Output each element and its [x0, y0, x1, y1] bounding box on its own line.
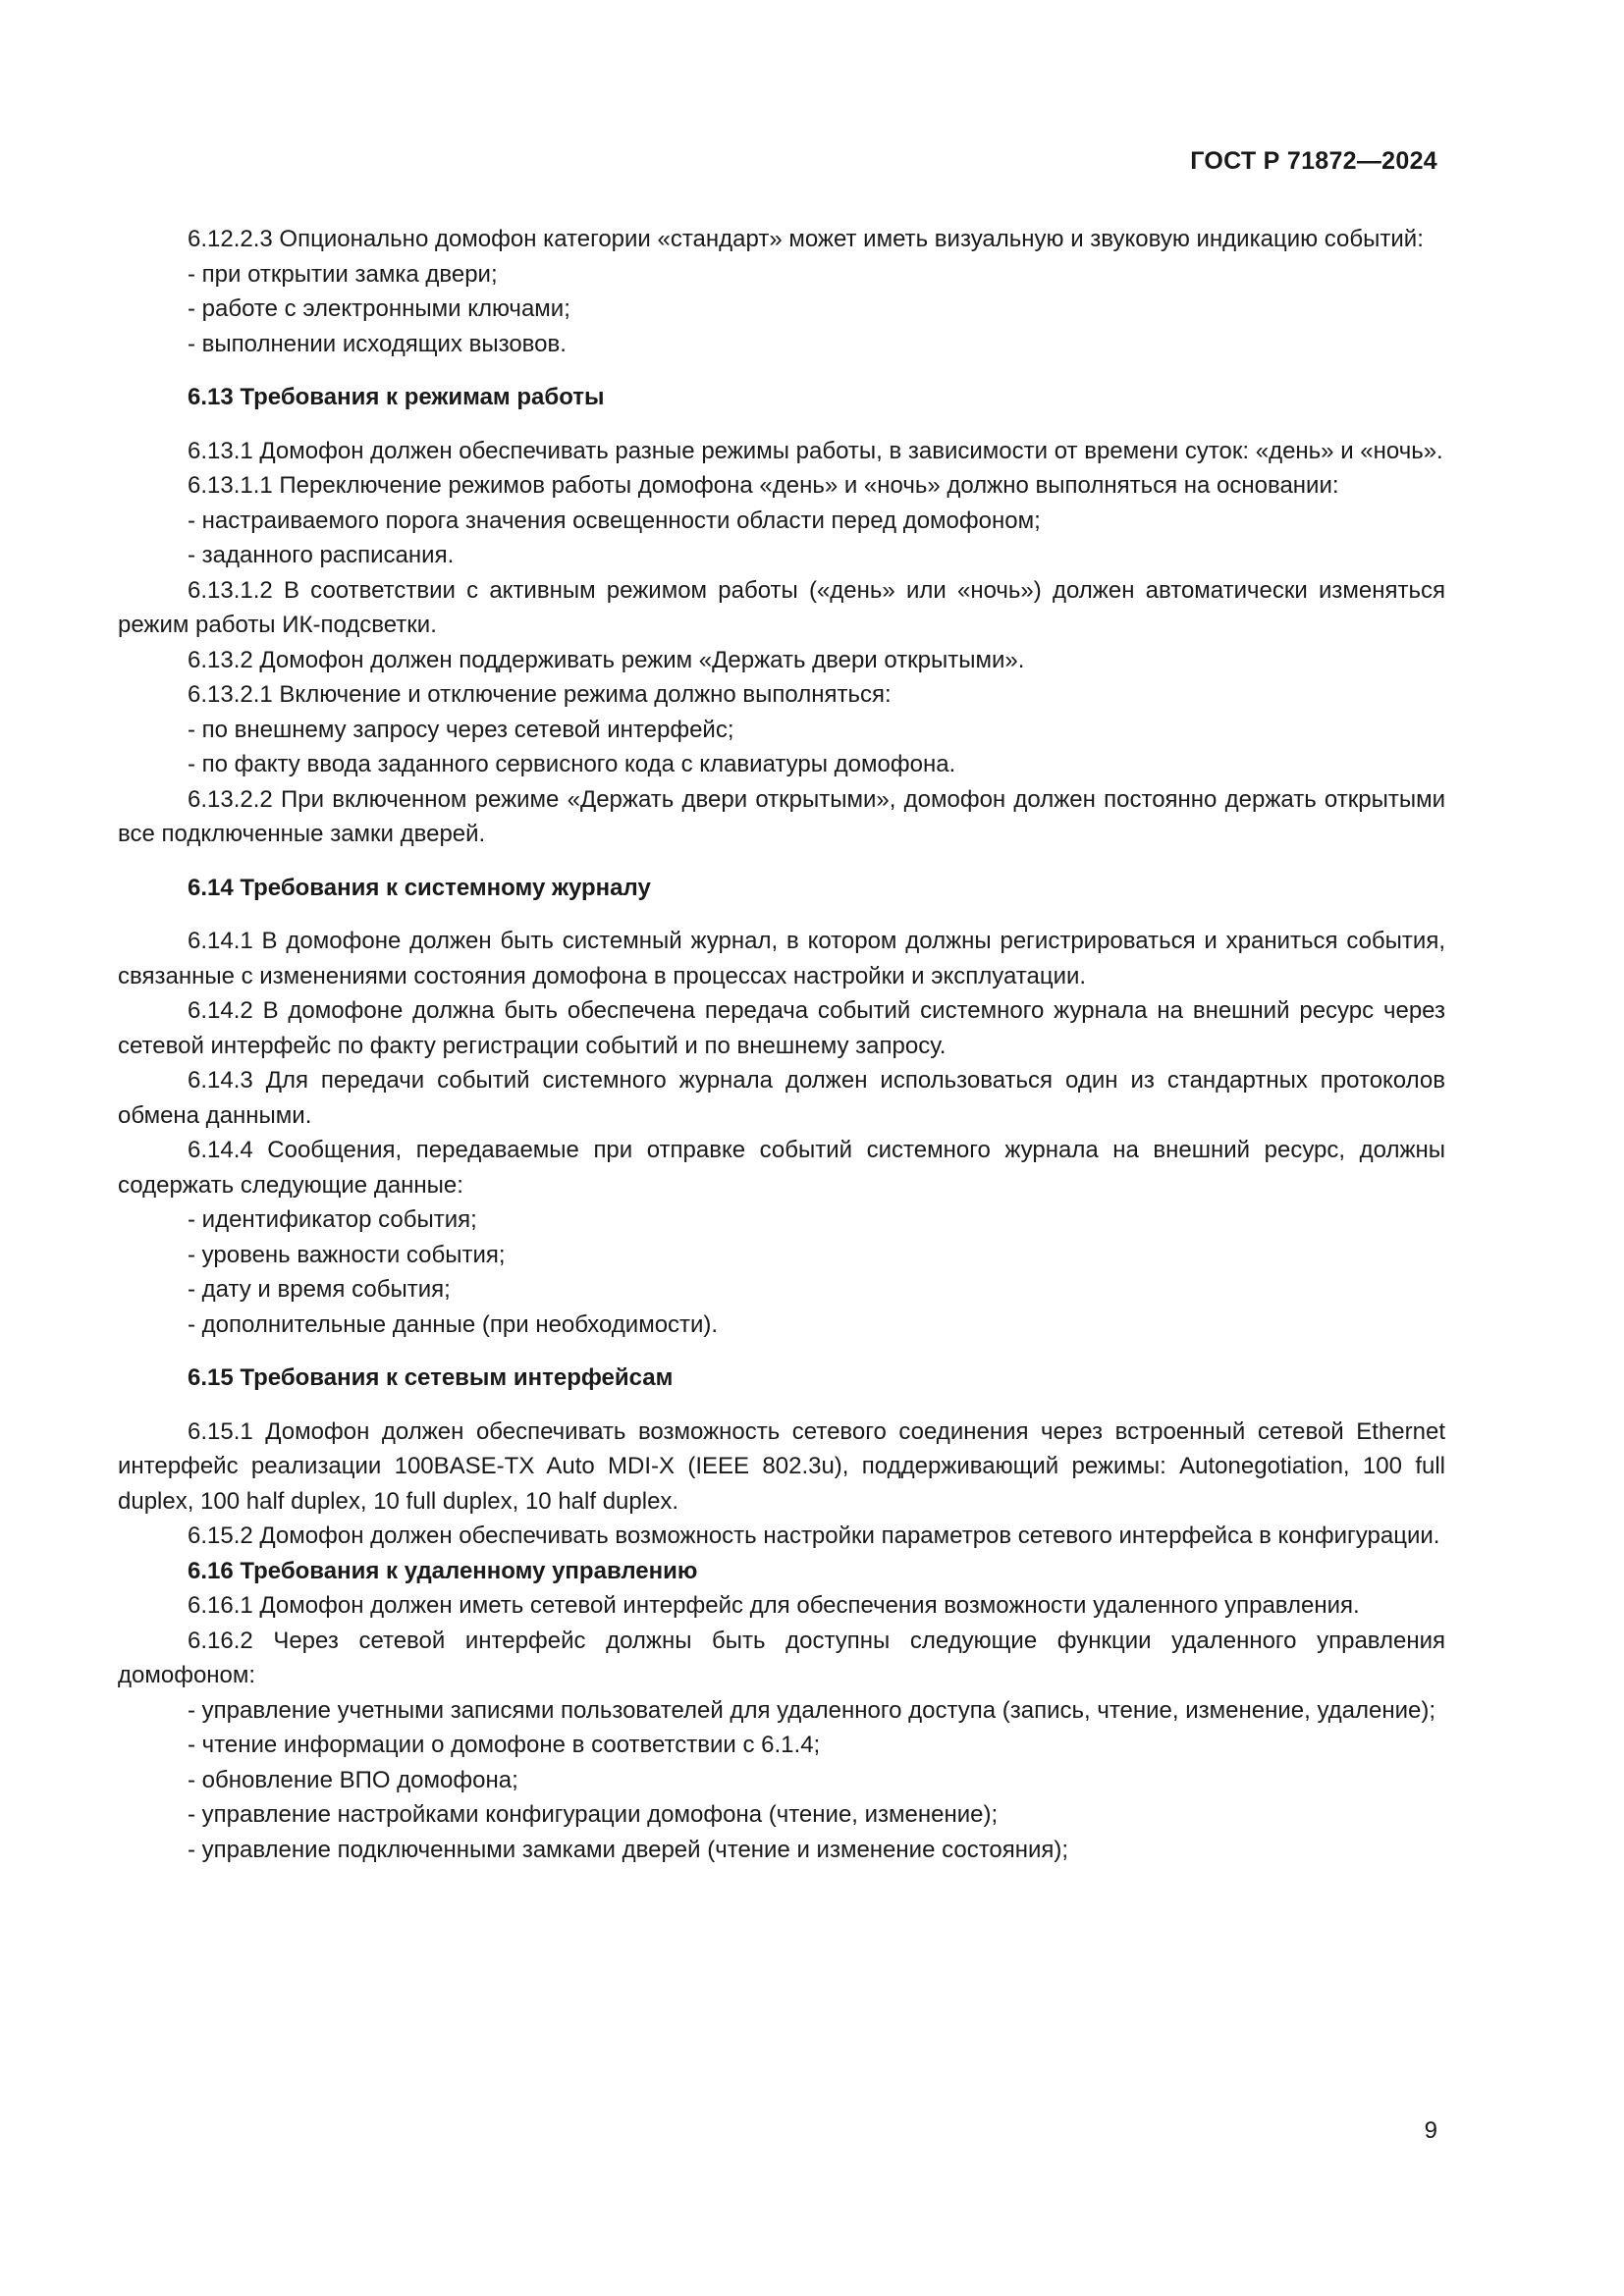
- list-item: - по внешнему запросу через сетевой интерфейс;: [188, 716, 734, 743]
- paragraph: 6.12.2.3 Опционально домофон категории «стандарт» может иметь визуальную и звуковую индикацию событий:: [188, 226, 1424, 252]
- section-heading: 6.13 Требования к режимам работы: [188, 384, 605, 410]
- list-item: - дополнительные данные (при необходимости).: [188, 1310, 719, 1338]
- paragraph: 6.15.1 Домофон должен обеспечивать возможность сетевого соединения через встроенный сетевой Ethernet интерфейс реализации 100BASE-TX Auto MDI-X (IEEE 802.3u), поддерживающий режимы: Autonegotiation, 100 full duplex, 100 half duplex, 10 full duplex, 10 half duplex.: [118, 1417, 1445, 1515]
- paragraph: 6.14.3 Для передачи событий системного журнала должен использоваться один из стандартных протоколов обмена данными.: [118, 1067, 1445, 1129]
- paragraph: 6.13.1 Домофон должен обеспечивать разные режимы работы, в зависимости от времени суток: «день» и «ночь».: [188, 437, 1443, 464]
- document-body: [118, 222, 1445, 1867]
- list-item: - управление подключенными замками дверей (чтение и изменение состояния);: [188, 1836, 1069, 1863]
- list-item: - управление учетными записями пользователей для удаленного доступа (запись, чтение, изменение, удаление);: [188, 1696, 1436, 1724]
- paragraph: 6.16.1 Домофон должен иметь сетевой интерфейс для обеспечения возможности удаленного управления.: [188, 1592, 1360, 1619]
- list-item: - заданного расписания.: [188, 542, 455, 568]
- paragraph: 6.13.2 Домофон должен поддерживать режим «Держать двери открытыми».: [188, 646, 1025, 673]
- list-item: - дату и время события;: [188, 1276, 451, 1303]
- list-item: - настраиваемого порога значения освещенности области перед домофоном;: [188, 507, 1041, 534]
- paragraph: 6.14.4 Сообщения, передаваемые при отправке событий системного журнала на внешний ресурс, должны содержать следующие данные:: [118, 1137, 1445, 1199]
- list-item: - чтение информации о домофоне в соответствии с 6.1.4;: [188, 1732, 821, 1758]
- list-item: - по факту ввода заданного сервисного кода с клавиатуры домофона.: [188, 751, 956, 777]
- section-heading: 6.16 Требования к удаленному управлению: [188, 1557, 698, 1584]
- document-code-header: ГОСТ Р 71872—2024: [1190, 147, 1437, 175]
- section-heading: 6.15 Требования к сетевым интерфейсам: [188, 1364, 674, 1391]
- paragraph: 6.14.1 В домофоне должен быть системный журнал, в котором должны регистрироваться и храниться события, связанные с изменениями состояния домофона в процессах настройки и эксплуатации.: [118, 928, 1445, 989]
- list-item: - обновление ВПО домофона;: [188, 1766, 518, 1793]
- list-item: - выполнении исходящих вызовов.: [188, 330, 567, 357]
- paragraph: 6.13.1.1 Переключение режимов работы домофона «день» и «ночь» должно выполняться на основании:: [188, 472, 1339, 499]
- paragraph: 6.13.2.1 Включение и отключение режима должно выполняться:: [188, 681, 892, 708]
- list-item: - уровень важности события;: [188, 1241, 506, 1268]
- list-item: - управление настройками конфигурации домофона (чтение, изменение);: [188, 1801, 999, 1828]
- paragraph: 6.16.2 Через сетевой интерфейс должны быть доступны следующие функции удаленного управления домофоном:: [118, 1627, 1445, 1688]
- list-item: - работе с электронными ключами;: [188, 295, 570, 322]
- list-item: - при открытии замка двери;: [188, 260, 498, 288]
- paragraph: 6.14.2 В домофоне должна быть обеспечена передача событий системного журнала на внешний ресурс через сетевой интерфейс по факту регистрации событий и по внешнему запросу.: [118, 997, 1445, 1059]
- page-number: 9: [1424, 2117, 1437, 2144]
- paragraph: 6.13.1.2 В соответствии с активным режимом работы («день» или «ночь») должен автоматически изменяться режим работы ИК-подсветки.: [118, 576, 1445, 638]
- section-heading: 6.14 Требования к системному журналу: [188, 874, 651, 901]
- paragraph: 6.15.2 Домофон должен обеспечивать возможность настройки параметров сетевого интерфейса в конфигурации.: [188, 1522, 1440, 1549]
- list-item: - идентификатор события;: [188, 1206, 477, 1233]
- paragraph: 6.13.2.2 При включенном режиме «Держать двери открытыми», домофон должен постоянно держать открытыми все подключенные замки дверей.: [118, 785, 1445, 847]
